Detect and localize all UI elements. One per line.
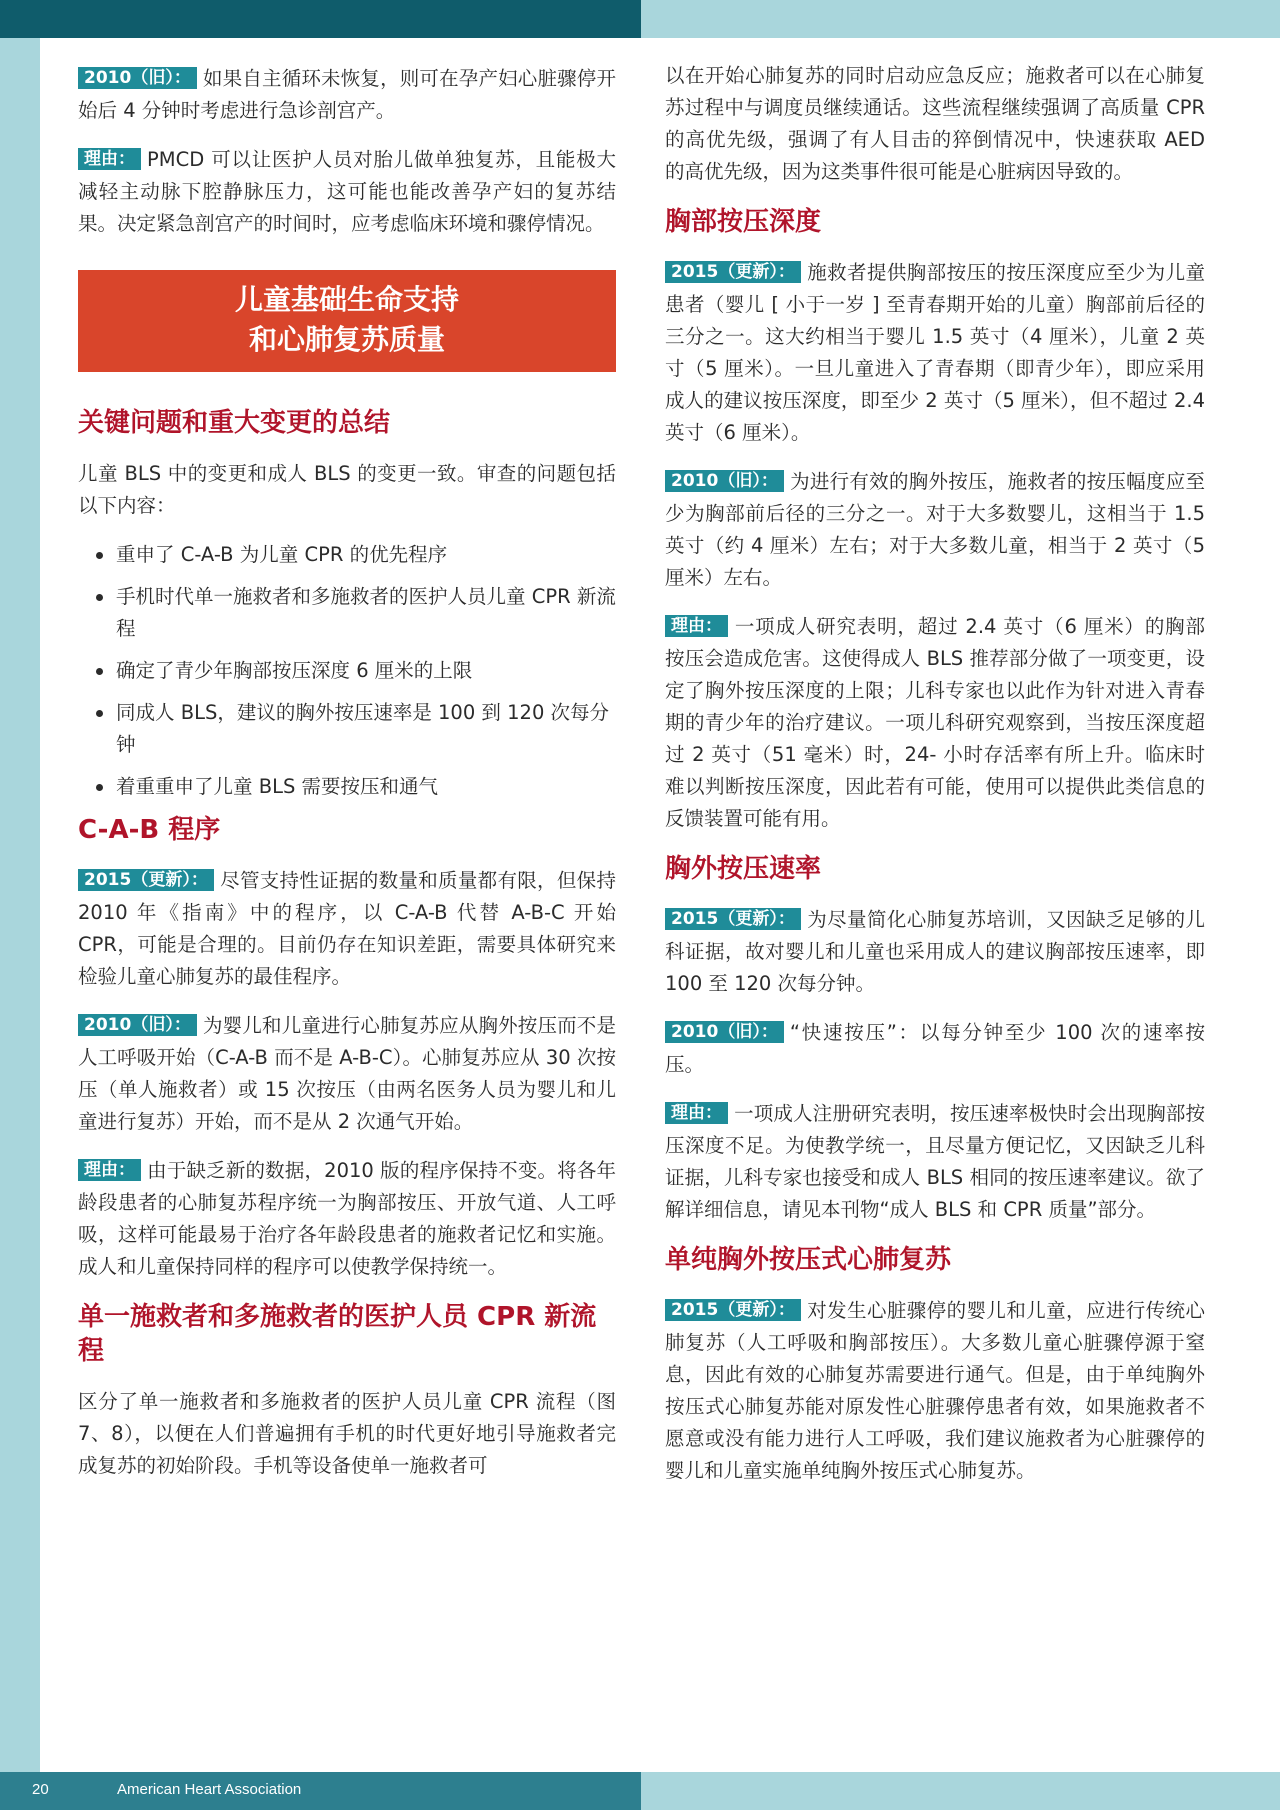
paragraph-text: “快速按压”：以每分钟至少 100 次的速率按压。 [665, 1021, 1205, 1076]
summary-bullet-list [78, 539, 616, 803]
tag-reason: 理由： [665, 615, 728, 637]
paragraph-text: 由于缺乏新的数据，2010 版的程序保持不变。将各年龄段患者的心肺复苏程序统一为胸部按压、开放气道、人工呼吸，这样可能最易于治疗各年龄段患者的施救者记忆和实施。成人和儿童保持同样的程序可以使教学保持统一。 [78, 1159, 616, 1278]
heading-cab: C-A-B 程序 [78, 815, 221, 845]
paragraph-text: 如果自主循环未恢复，则可在孕产妇心脏骤停开始后 4 分钟时考虑进行急诊剖宫产。 [78, 67, 616, 122]
tag-2015: 2015（更新）： [665, 908, 801, 930]
paragraph-reason-pmcd [78, 144, 616, 240]
section-banner [78, 270, 616, 372]
heading-compression-only-cpr: 单纯胸外按压式心肺复苏 [665, 1245, 952, 1275]
bullet-icon [96, 784, 103, 791]
footer-band-dark [0, 1772, 641, 1810]
tag-2010: 2010（旧）： [665, 1021, 784, 1043]
bullet-icon [96, 552, 103, 559]
heading-compression-depth: 胸部按压深度 [665, 207, 822, 237]
paragraph-text: PMCD 可以让医护人员对胎儿做单独复苏，且能极大减轻主动脉下腔静脉压力，这可能也能改善孕产妇的复苏结果。决定紧急剖宫产的时间时，应考虑临床环境和骤停情况。 [78, 148, 616, 235]
banner-line-2: 和心肺复苏质量 [248, 323, 445, 356]
paragraph-cab-2010 [78, 1010, 616, 1138]
footer-organization: American Heart Association [117, 1781, 302, 1798]
tag-2010: 2010（旧）： [78, 67, 197, 89]
left-column [78, 63, 616, 1499]
paragraph-depth-2015 [665, 257, 1205, 449]
paragraph-flow-continued: 以在开始心肺复苏的同时启动应急反应；施救者可以在心肺复苏过程中与调度员继续通话。这些流程继续强调了高质量 CPR 的高优先级，强调了有人目击的猝倒情况中，快速获取 AED 的高优先级，因为这类事件很可能是心脏病因导致的。 [665, 64, 1205, 183]
bullet-icon [96, 594, 103, 601]
paragraph-text: 一项成人注册研究表明，按压速率极快时会出现胸部按压深度不足。为使教学统一，且尽量方便记忆，又因缺乏儿科证据，儿科专家也接受和成人 BLS 相同的按压速率建议。欲了解详细信息，请见本刊物“成人 BLS 和 CPR 质量”部分。 [665, 1102, 1205, 1221]
paragraph-compression-only-2015 [665, 1295, 1205, 1487]
tag-reason: 理由： [665, 1102, 728, 1124]
tag-2015: 2015（更新）： [78, 869, 214, 891]
tag-2010: 2010（旧）： [665, 470, 784, 492]
list-item: 同成人 BLS，建议的胸外按压速率是 100 到 120 次每分钟 [116, 697, 616, 761]
paragraph-text: 为进行有效的胸外按压，施救者的按压幅度应至少为胸部前后径的三分之一。对于大多数婴儿，这相当于 1.5 英寸（约 4 厘米）左右；对于大多数儿童，相当于 2 英寸（5 厘米）左右。 [665, 470, 1205, 589]
paragraph-rate-2015 [665, 904, 1205, 1000]
tag-2010: 2010（旧）： [78, 1014, 197, 1036]
page-number: 20 [32, 1781, 49, 1798]
list-item: 重申了 C-A-B 为儿童 CPR 的优先程序 [116, 539, 616, 571]
tag-2015: 2015（更新）： [665, 261, 801, 283]
bullet-icon [96, 710, 103, 717]
paragraph-depth-reason [665, 611, 1205, 835]
paragraph-cab-2015 [78, 865, 616, 993]
heading-compression-rate: 胸外按压速率 [665, 854, 822, 884]
list-item: 确定了青少年胸部按压深度 6 厘米的上限 [116, 655, 616, 687]
header-band-dark [0, 0, 641, 38]
summary-intro: 儿童 BLS 中的变更和成人 BLS 的变更一致。审查的问题包括以下内容： [78, 462, 616, 517]
paragraph-rate-reason [665, 1098, 1205, 1226]
paragraph-2010-pmcd [78, 63, 616, 127]
paragraph-text: 尽管支持性证据的数量和质量都有限，但保持 2010 年《指南》中的程序，以 C-A-B 代替 A-B-C 开始 CPR，可能是合理的。目前仍存在知识差距，需要具体研究来检验儿童心肺复苏的最佳程序。 [78, 869, 616, 988]
footer-band-light [641, 1772, 1280, 1810]
paragraph-text: 为尽量简化心肺复苏培训，又因缺乏足够的儿科证据，故对婴儿和儿童也采用成人的建议胸部按压速率，即 100 至 120 次每分钟。 [665, 908, 1205, 995]
left-margin-band [0, 38, 40, 1802]
header-band-light [641, 0, 1280, 38]
paragraph-depth-2010 [665, 466, 1205, 594]
tag-2015: 2015（更新）： [665, 1299, 801, 1321]
list-item: 着重重申了儿童 BLS 需要按压和通气 [116, 771, 616, 803]
tag-reason: 理由： [78, 148, 141, 170]
paragraph-cab-reason [78, 1155, 616, 1283]
heading-new-flow: 单一施救者和多施救者的医护人员 CPR 新流程 [78, 1302, 597, 1366]
paragraph-text: 施救者提供胸部按压的按压深度应至少为儿童患者（婴儿 [ 小于一岁 ] 至青春期开始的儿童）胸部前后径的三分之一。这大约相当于婴儿 1.5 英寸（4 厘米），儿童 2 英寸（5 厘米）。一旦儿童进入了青春期（即青少年），即应采用成人的建议按压深度，即至少 2 英寸（5 厘米），但不超过 2.4 英寸（6 厘米）。 [665, 261, 1205, 444]
paragraph-text: 为婴儿和儿童进行心肺复苏应从胸外按压而不是人工呼吸开始（C-A-B 而不是 A-B-C）。心肺复苏应从 30 次按压（单人施救者）或 15 次按压（由两名医务人员为婴儿和儿童进行复苏）开始，而不是从 2 次通气开始。 [78, 1014, 616, 1133]
heading-summary: 关键问题和重大变更的总结 [78, 408, 391, 438]
paragraph-flow: 区分了单一施救者和多施救者的医护人员儿童 CPR 流程（图 7、8），以便在人们普遍拥有手机的时代更好地引导施救者完成复苏的初始阶段。手机等设备使单一施救者可 [78, 1390, 616, 1477]
bullet-icon [96, 668, 103, 675]
list-item: 手机时代单一施救者和多施救者的医护人员儿童 CPR 新流程 [116, 581, 616, 645]
paragraph-text: 对发生心脏骤停的婴儿和儿童，应进行传统心肺复苏（人工呼吸和胸部按压）。大多数儿童心脏骤停源于窒息，因此有效的心肺复苏需要进行通气。但是，由于单纯胸外按压式心肺复苏能对原发性心脏骤停患者有效，如果施救者不愿意或没有能力进行人工呼吸，我们建议施救者为心脏骤停的婴儿和儿童实施单纯胸外按压式心肺复苏。 [665, 1299, 1205, 1482]
paragraph-text: 一项成人研究表明，超过 2.4 英寸（6 厘米）的胸部按压会造成危害。这使得成人 BLS 推荐部分做了一项变更，设定了胸外按压深度的上限；儿科专家也以此作为针对进入青春期的青少年的治疗建议。一项儿科研究观察到，当按压深度超过 2 英寸（51 毫米）时，24- 小时存活率有所上升。临床时难以判断按压深度，因此若有可能，使用可以提供此类信息的反馈装置可能有用。 [665, 615, 1205, 830]
right-column [665, 60, 1205, 1504]
paragraph-rate-2010 [665, 1017, 1205, 1081]
banner-line-1: 儿童基础生命支持 [234, 283, 459, 316]
tag-reason: 理由： [78, 1159, 141, 1181]
